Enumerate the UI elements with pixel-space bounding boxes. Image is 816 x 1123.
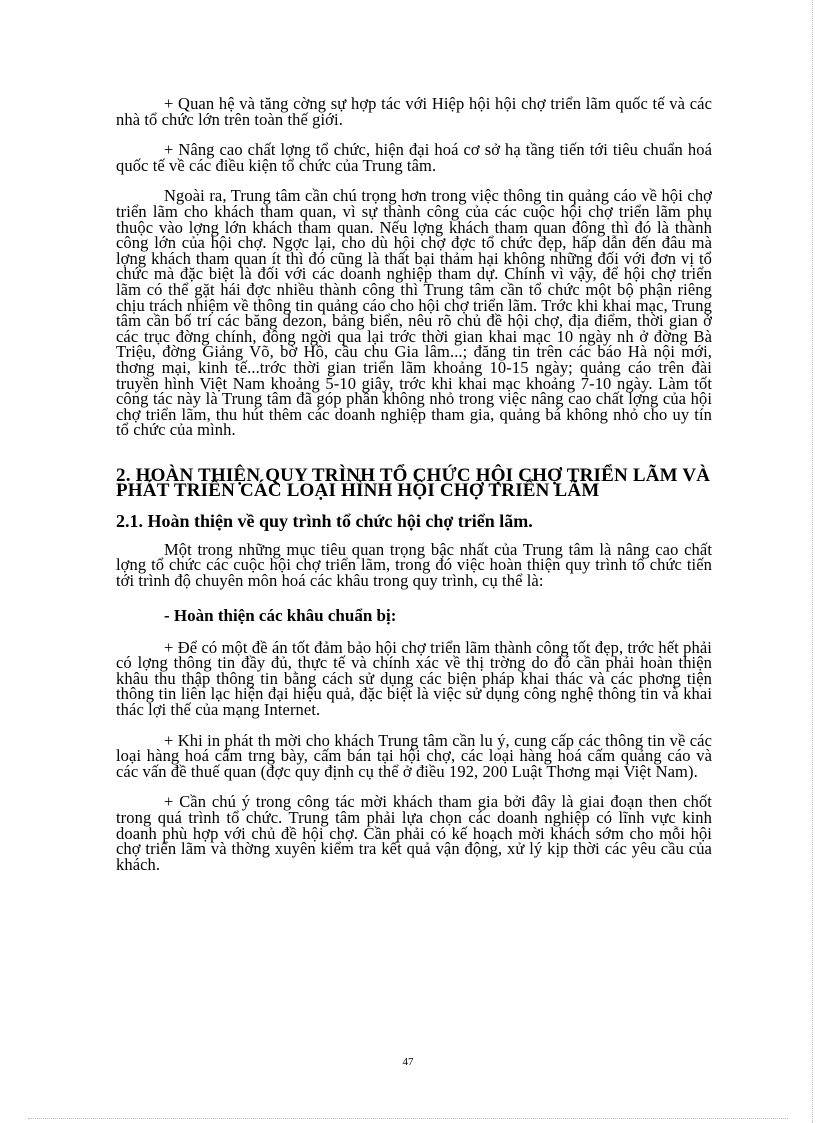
paragraph-objective: Một trong những mục tiêu quan trọng bậc nhất của Trung tâm là nâng cao chất lợng tổ chức các cuộc hội chợ triển lãm, trong đó việc hoàn thiện quy trình tổ chức tiến tới trình độ chuyên môn hoá các khâu trong quy trình, cụ thể là: [116,539,712,591]
paragraph-invitation-letter: + Khi in phát th mời cho khách Trung tâm cần lu ý, cung cấp các thông tin về các loại hàng hoá cấm trng bày, cấm bán tại hội chợ, các loại hàng hoá cấm quảng cáo và các vấn đề thuế quan (đợc quy định cụ thể ở điều 192, 200 Luật Thơng mại Việt Nam). [116,730,712,781]
section-heading-2: 2. HOÀN THIỆN QUY TRÌNH TỔ CHỨC HỘI CHỢ TRIỂN LÃM VÀ PHÁT TRIỂN CÁC LOẠI HÌNH HỘI CHỢ TRIỂN LÃM [116,464,711,502]
paragraph-advertising: Ngoài ra, Trung tâm cần chú trọng hơn trong việc thông tin quảng cáo về hội chợ triển lãm cho khách tham quan, vì sự thành công của các cuộc hội chợ triển lãm phụ thuộc vào lợng lớn khách tham quan. Nếu lợng khách tham quan đông thì đó là thành công lớn của hội chợ. Ngợc lại, cho dù hội chợ đợc tổ chức đẹp, hấp dẫn đến đâu mà lợng khách tham quan ít thì đó cũng là thất bại thảm hại không những đối với đơn vị tổ chức mà đặc biệt là đối với các doanh nghiệp tham dự. Chính vì vậy, để hội chợ triển lãm có thể gặt hái đợc nhiều thành công thì Trung tâm cần tổ chức một bộ phận riêng chịu trách nhiệm về thông tin quảng cáo cho hội chợ triển lãm. Trớc khi khai mạc, Trung tâm cần bố trí các băng dezon, bảng biển, nêu rõ chủ đề hội chợ, địa điểm, thời gian ở các trục đờng chính, đông ngời qua lại trớc thời gian khai mạc 10 ngày nh ở đờng Bà Triệu, đờng Giảng Võ, bờ Hồ, cầu chu Gia lâm...; đăng tin trên các báo Hà nội mới, thơng mại, kinh tế...trớc thời gian triển lãm khoảng 10-15 ngày; quảng cáo trên đài truyền hình Việt Nam khoảng 5-10 giây, trớc khi khai mạc khoảng 7-10 ngày. Làm tốt công tác này là Trung tâm đã góp phần không nhỏ trong việc nâng cao chất lợng của hội chợ triển lãm, thu hút thêm các doanh nghiệp tham gia, quảng bá không nhỏ cho uy tín tổ chức của mình. [116,186,712,440]
paragraph-inviting-guests: + Cần chú ý trong công tác mời khách tham gia bởi đây là giai đoạn then chốt trong quá trình tổ chức. Trung tâm phải lựa chọn các doanh nghiệp có lĩnh vực kinh doanh phù hợp với chủ đề hội chợ. Cần phải có kế hoạch mời khách sớm cho mỗi hội chợ triển lãm và thờng xuyên kiểm tra kết quả vận động, xử lý kịp thời các yêu cầu của khách. [116,792,712,874]
section-heading-2-1: 2.1. Hoàn thiện về quy trình tổ chức hội chợ triển lãm. [116,510,533,531]
subheading-preparation: - Hoàn thiện các khâu chuẩn bị: [164,605,397,625]
bottom-page-border [28,1118,788,1119]
page-number: 47 [402,1056,414,1068]
paragraph-cooperation: + Quan hệ và tăng cờng sự hợp tác với Hiệp hội hội chợ triển lãm quốc tế và các nhà tổ chức lớn trên toàn thế giới. [116,94,712,129]
paragraph-quality: + Nâng cao chất lợng tổ chức, hiện đại hoá cơ sở hạ tầng tiến tới tiêu chuẩn hoá quốc tế về các điều kiện tổ chức của Trung tâm. [116,140,712,175]
right-page-border [812,0,813,1123]
paragraph-information: + Để có một đề án tốt đảm bảo hội chợ triển lãm thành công tốt đẹp, trớc hết phải có lợng thông tin đầy đủ, thực tế và chính xác về thị trờng do đó cần phải hoàn thiện khâu thu thập thông tin bằng cách sử dụng các biện pháp khai thác và các phơng tiện thông tin liên lạc hiện đại hiệu quả, đặc biệt là việc sử dụng công nghệ thông tin và khai thác lợi thế của mạng Internet. [116,637,712,720]
